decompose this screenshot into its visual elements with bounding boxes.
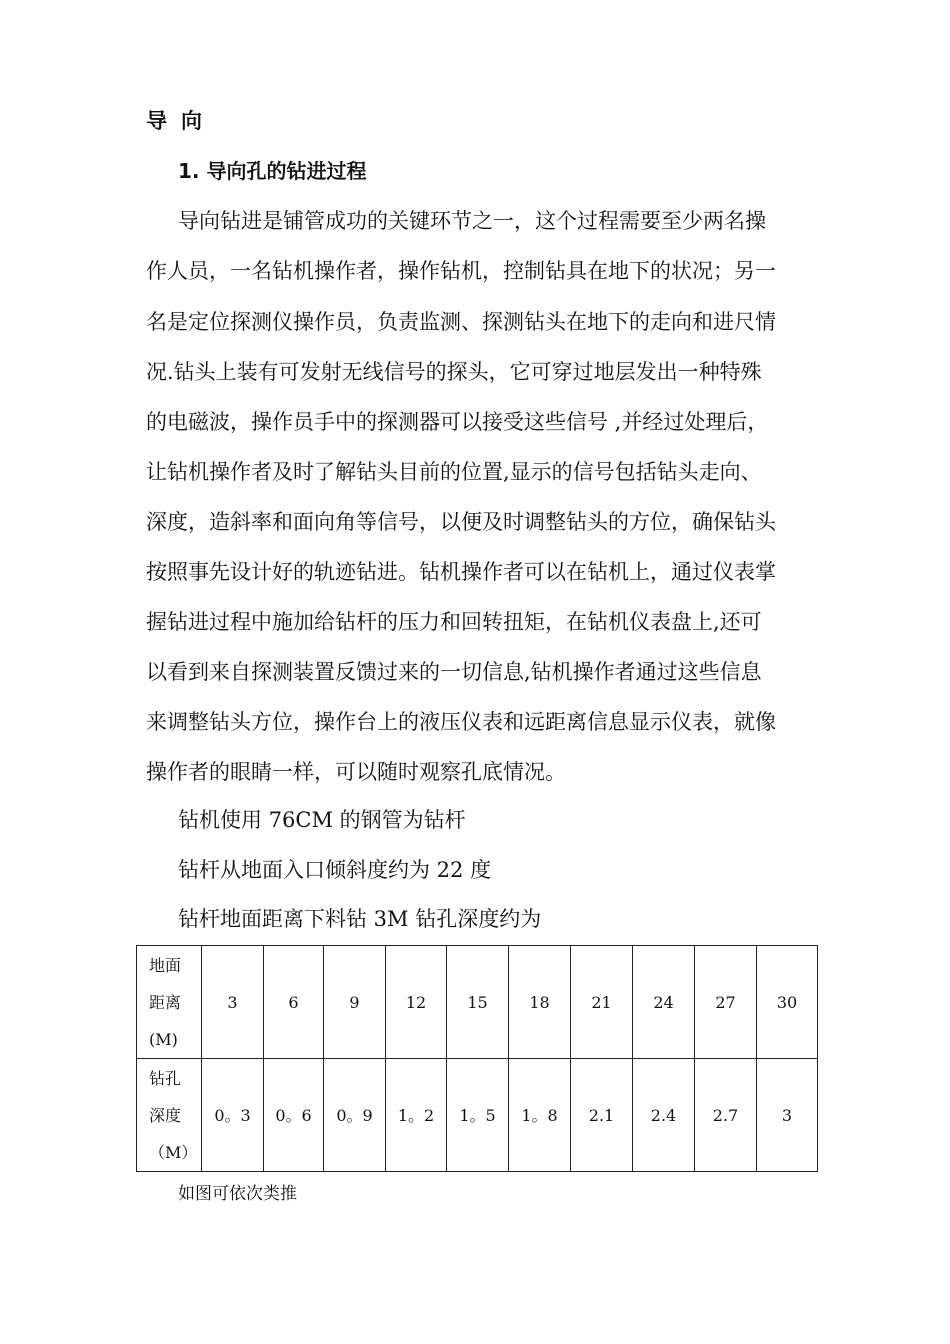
paragraph-line: 来调整钻头方位，操作台上的液压仪表和远距离信息显示仪表，就像: [146, 710, 776, 734]
paragraph-line: 按照事先设计好的轨迹钻进。钻机操作者可以在钻机上，通过仪表掌: [146, 560, 776, 584]
paragraph-line: 握钻进过程中施加给钻杆的压力和回转扭矩，在钻机仪表盘上,还可: [146, 610, 762, 634]
table-cell: 2.4: [633, 1059, 695, 1172]
table-cell: 2.1: [571, 1059, 633, 1172]
table-cell: 12: [386, 946, 447, 1059]
paragraph-line: 的电磁波，操作员手中的探测器可以接受这些信号 ,并经过处理后，: [146, 410, 769, 434]
paragraph-line: 导向钻进是铺管成功的关键环节之一，这个过程需要至少两名操: [178, 209, 766, 233]
table-cell: 30: [757, 946, 818, 1059]
statement-line: 钻机使用 76CM 的钢管为钻杆: [178, 808, 466, 832]
statement-line: 钻杆从地面入口倾斜度约为 22 度: [178, 858, 492, 882]
statement-line: 钻杆地面距离下料钻 3M 钻孔深度约为: [178, 907, 542, 931]
paragraph-line: 让钻机操作者及时了解钻头目前的位置,显示的信号包括钻头走向、: [146, 460, 762, 484]
table-cell: 1。2: [386, 1059, 447, 1172]
distance-depth-table: [136, 945, 818, 1172]
table-cell: 0。6: [264, 1059, 324, 1172]
table-cell: 3: [202, 946, 264, 1059]
paragraph-line: 深度，造斜率和面向角等信号，以便及时调整钻头的方位，确保钻头: [146, 510, 776, 534]
paragraph-line: 作人员，一名钻机操作者，操作钻机，控制钻具在地下的状况；另一: [146, 259, 776, 283]
table-cell: 2.7: [695, 1059, 757, 1172]
table-cell: 0。9: [324, 1059, 386, 1172]
paragraph-line: 以看到来自探测装置反馈过来的一切信息,钻机操作者通过这些信息: [146, 660, 762, 684]
paragraph-line: 操作者的眼睛一样，可以随时观察孔底情况。: [146, 760, 566, 784]
table-cell: 21: [571, 946, 633, 1059]
table-row-header: 地面 距离 (M): [137, 946, 202, 1059]
table-cell: 24: [633, 946, 695, 1059]
table-row-header: 钻孔 深度 （M）: [137, 1059, 202, 1172]
table-cell: 1。8: [509, 1059, 571, 1172]
table-cell: 1。5: [447, 1059, 509, 1172]
footnote: 如图可依次类推: [178, 1184, 297, 1204]
paragraph-line: 况.钻头上装有可发射无线信号的探头，它可穿过地层发出一种特殊: [146, 360, 762, 384]
table-cell: 3: [757, 1059, 818, 1172]
table-cell: 0。3: [202, 1059, 264, 1172]
subsection-heading: 1. 导向孔的钻进过程: [178, 159, 367, 183]
table-row: [137, 946, 818, 1059]
section-heading: 导向: [146, 109, 216, 133]
table-row: [137, 1059, 818, 1172]
table-cell: 18: [509, 946, 571, 1059]
table-cell: 27: [695, 946, 757, 1059]
paragraph-line: 名是定位探测仪操作员，负责监测、探测钻头在地下的走向和进尺情: [146, 310, 776, 334]
table-cell: 9: [324, 946, 386, 1059]
table-cell: 15: [447, 946, 509, 1059]
table-cell: 6: [264, 946, 324, 1059]
